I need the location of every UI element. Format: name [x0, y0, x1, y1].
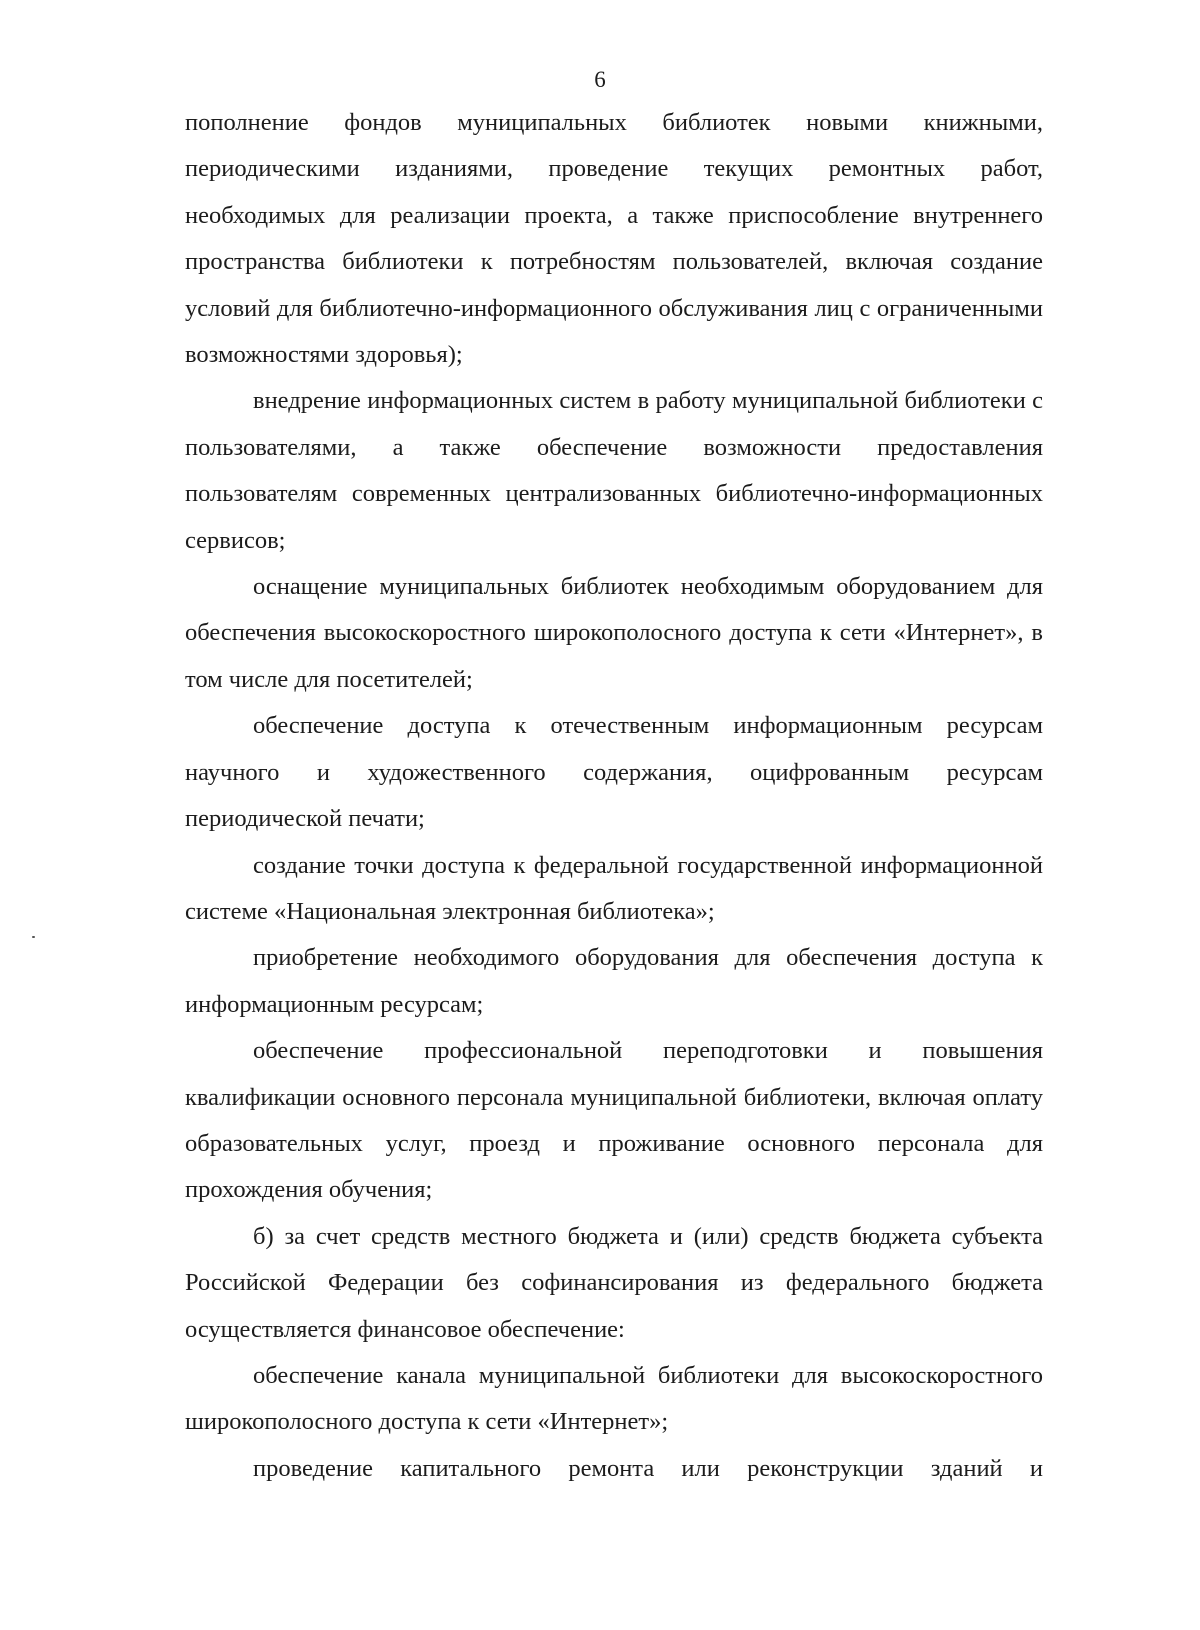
- paragraph-information-systems: внедрение информационных систем в работу муниципальной библиотеки с пользователями, а также обеспечение возможности предоставления пользователям современных централизованных библиотечно-информационных сервисов;: [185, 387, 1043, 554]
- body-text: [185, 100, 1043, 1492]
- paragraph-national-library-access: создание точки доступа к федеральной государственной информационной системе «Национальная электронная библиотека»;: [185, 851, 1043, 925]
- paragraph-equipment-purchase: приобретение необходимого оборудования для обеспечения доступа к информационным ресурсам;: [185, 944, 1043, 1018]
- paragraph-capital-repair: проведение капитального ремонта или реконструкции зданий и: [253, 1454, 1043, 1482]
- page-number: 6: [594, 67, 606, 92]
- paragraph-domestic-resources: обеспечение доступа к отечественным информационным ресурсам научного и художественного содержания, оцифрованным ресурсам периодической печати;: [185, 712, 1043, 833]
- scan-speck: [32, 936, 35, 938]
- paragraph-internet-equipment: оснащение муниципальных библиотек необходимым оборудованием для обеспечения высокоскоростного широкополосного доступа к сети «Интернет», в том числе для посетителей;: [185, 573, 1043, 693]
- paragraph-internet-channel: обеспечение канала муниципальной библиотеки для высокоскоростного широкополосного доступа к сети «Интернет»;: [185, 1361, 1043, 1436]
- paragraph-library-funds: пополнение фондов муниципальных библиотек новыми книжными, периодическими изданиями, проведение текущих ремонтных работ, необходимых для реализации проекта, а также приспособление внутреннего пространства библиотеки к потребностям пользователей, включая создание условий для библиотечно-информационного обслуживания лиц с ограниченными возможностями здоровья);: [185, 109, 1043, 369]
- paragraph-local-budget: б) за счет средств местного бюджета и (или) средств бюджета субъекта Российской Федерации без софинансирования из федерального бюджета осуществляется финансовое обеспечение:: [185, 1222, 1043, 1343]
- paragraph-staff-training: обеспечение профессиональной переподготовки и повышения квалификации основного персонала муниципальной библиотеки, включая оплату образовательных услуг, проезд и проживание основного персонала для прохождения обучения;: [185, 1037, 1043, 1204]
